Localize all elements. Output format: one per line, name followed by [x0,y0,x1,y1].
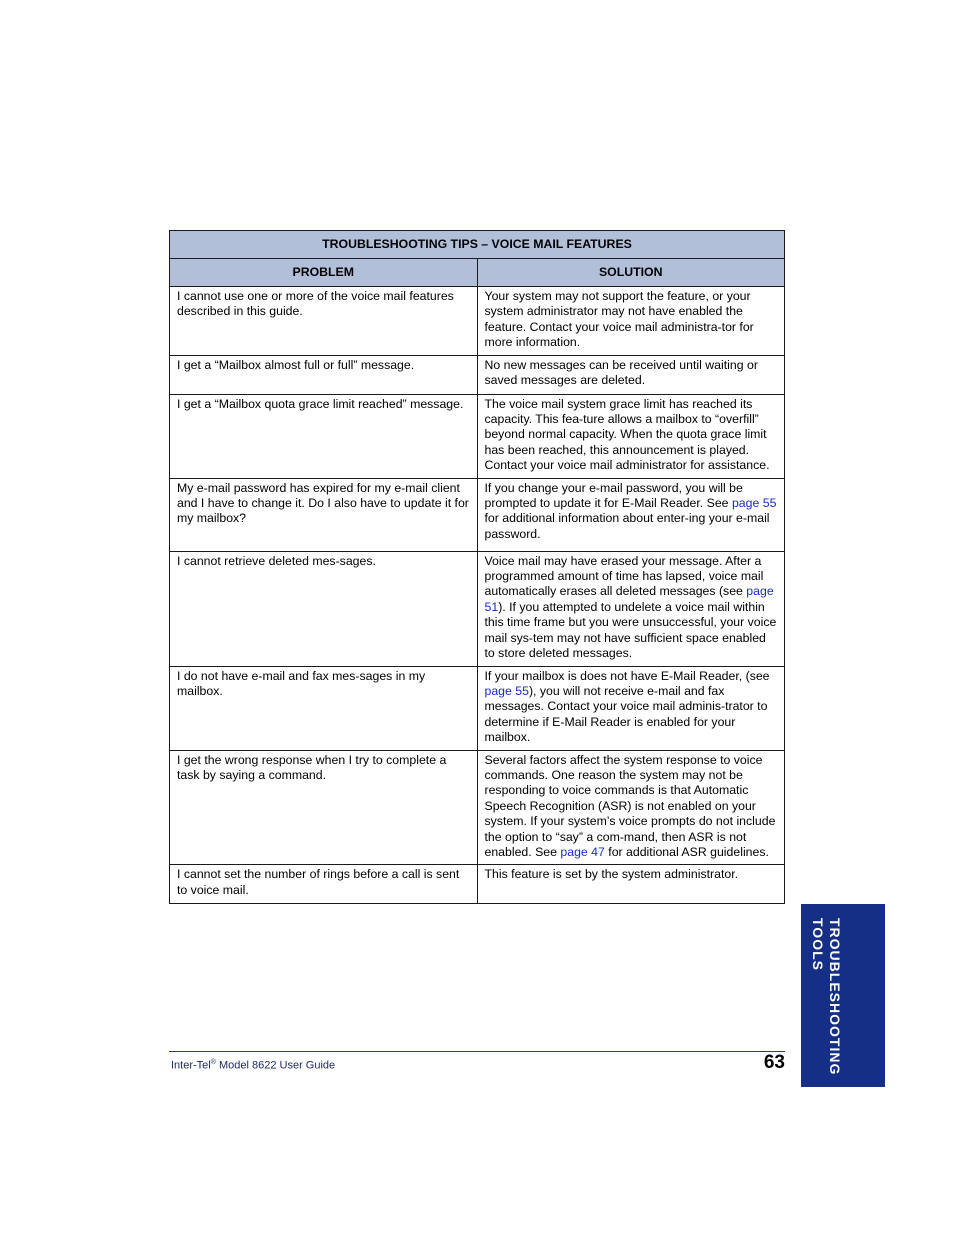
solution-cell [477,551,785,666]
table-row [170,287,785,356]
solution-cell [477,355,785,394]
column-header-solution: SOLUTION [477,259,785,287]
solution-cell [477,865,785,904]
solution-text: No new messages can be received until waiting or saved messages are deleted. [484,357,758,388]
solution-text: The voice mail system grace limit has reached its capacity. This fea-ture allows a mailbox to “overfill” beyond normal capacity. When the quota grace limit has been reached, this announcement is played. Contact your voice mail administrator for assistance. [484,396,770,473]
solution-cell [477,666,785,750]
solution-cell [477,750,785,865]
page-reference-link[interactable]: page 51 [484,584,774,614]
table-row [170,551,785,666]
page-reference-link[interactable]: page 55 [731,496,777,511]
registered-mark: ® [210,1059,216,1066]
solution-text: Voice mail may have erased your message. After a programmed amount of time has lapsed, voice mail automatically erases all deleted messages (see [484,553,764,599]
solution-text: This feature is set by the system administrator. [484,867,739,882]
solution-text: Your system may not support the feature, or your system administrator may not have enabled the feature. Contact your voice mail administra-tor for more information. [484,289,754,350]
problem-cell: I cannot set the number of rings before a call is sent to voice mail. [170,865,478,904]
table-body [170,287,785,904]
solution-text: If you change your e-mail password, you will be prompted to update it for E-Mail Reader. See [484,480,743,511]
table-title: TROUBLESHOOTING TIPS – VOICE MAIL FEATURES [170,231,785,259]
solution-text: ), you will not receive e-mail and fax messages. Contact your voice mail adminis-trator to determine if E-Mail Reader is enabled for your mailbox. [484,683,768,745]
solution-cell [477,394,785,478]
table-row [170,394,785,478]
footer-rule [169,1051,785,1052]
page-reference-link[interactable]: page 47 [560,844,605,859]
section-tab-line-1: TROUBLESHOOTING [827,918,843,1076]
table-row [170,750,785,865]
problem-cell: I get a “Mailbox almost full or full” message. [170,355,478,394]
problem-cell: I get the wrong response when I try to complete a task by saying a command. [170,750,478,865]
solution-text: for additional information about enter-ing your e-mail password. [484,511,770,541]
problem-cell: I cannot retrieve deleted mes-sages. [170,551,478,666]
footer-guide-title [171,1059,335,1072]
solution-cell [477,478,785,551]
page-reference-link[interactable]: page 55 [484,683,529,698]
solution-text: If your mailbox is does not have E-Mail Reader, (see [484,668,770,683]
table-row [170,355,785,394]
problem-cell: I cannot use one or more of the voice mail features described in this guide. [170,287,478,356]
footer-guide-name: Model 8622 User Guide [215,1059,336,1072]
section-tab [801,904,885,1087]
solution-text: for additional ASR guidelines. [604,844,769,859]
section-tab-label [809,918,843,1075]
problem-cell: I do not have e-mail and fax mes-sages in my mailbox. [170,666,478,750]
footer-brand: Inter-Tel [171,1059,211,1072]
problem-cell: My e-mail password has expired for my e-mail client and I have to change it. Do I also have to update it for my mailbox? [170,478,478,551]
troubleshooting-table [169,230,785,904]
solution-cell [477,287,785,356]
solution-text: ). If you attempted to undelete a voice mail within this time frame but you were unsuccessful, your voice mail sys-tem may not have sufficient space enabled to store deleted messages. [484,599,777,661]
section-tab-line-2: TOOLS [810,918,826,971]
page-number: 63 [763,1052,785,1073]
table-row [170,666,785,750]
table-row [170,478,785,551]
problem-cell: I get a “Mailbox quota grace limit reached” message. [170,394,478,478]
table-row [170,865,785,904]
column-header-problem: PROBLEM [170,259,478,287]
solution-text: Several factors affect the system response to voice commands. One reason the system may not be responding to voice commands is that Automatic Speech Recognition (ASR) is not enabled on your system. If your system’s voice prompts do not include the option to “say” a com-mand, then ASR is not enabled. See [484,752,776,859]
